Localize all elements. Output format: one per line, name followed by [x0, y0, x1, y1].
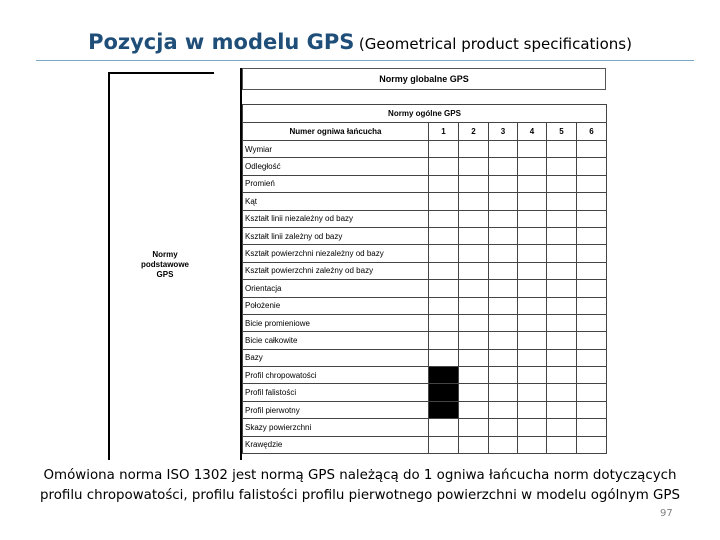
row-label: Kształt powierzchni niezależny od bazy — [243, 245, 429, 262]
matrix-cell — [459, 314, 489, 331]
matrix-cell — [429, 262, 459, 279]
matrix-cell — [577, 401, 607, 418]
page-number: 97 — [660, 508, 673, 519]
matrix-cell — [547, 141, 577, 158]
matrix-cell — [459, 436, 489, 453]
table-row — [243, 175, 607, 192]
table-row — [243, 314, 607, 331]
matrix-cell — [547, 262, 577, 279]
row-label: Bicie całkowite — [243, 332, 429, 349]
matrix-cell — [459, 141, 489, 158]
general-gps-header: Normy ogólne GPS — [243, 105, 607, 123]
title-main: Pozycja w modelu GPS — [88, 30, 355, 54]
left-frame-line — [108, 72, 110, 460]
matrix-cell — [518, 401, 547, 418]
column-header: 4 — [518, 123, 547, 141]
row-label: Krawędzie — [243, 436, 429, 453]
matrix-cell — [459, 349, 489, 366]
row-label: Profil falistości — [243, 384, 429, 401]
matrix-cell — [518, 280, 547, 297]
matrix-cell — [429, 193, 459, 210]
table-row — [243, 280, 607, 297]
matrix-cell — [518, 193, 547, 210]
row-label: Odległość — [243, 158, 429, 175]
matrix-cell — [547, 314, 577, 331]
row-label: Orientacja — [243, 280, 429, 297]
matrix-cell — [518, 245, 547, 262]
column-header: 5 — [547, 123, 577, 141]
matrix-cell — [547, 175, 577, 192]
basic-label-line: podstawowe — [140, 260, 189, 269]
matrix-cell — [518, 141, 547, 158]
matrix-cell — [577, 193, 607, 210]
gps-matrix-table — [242, 104, 607, 454]
matrix-cell — [518, 349, 547, 366]
row-label: Położenie — [243, 297, 429, 314]
row-label: Profil pierwotny — [243, 401, 429, 418]
caption-line-1: Omówiona norma ISO 1302 jest normą GPS należącą do 1 ogniwa łańcucha norm dotyczących — [43, 468, 677, 483]
matrix-cell — [518, 297, 547, 314]
matrix-cell — [489, 419, 518, 436]
row-label: Promień — [243, 175, 429, 192]
matrix-cell — [459, 227, 489, 244]
matrix-cell — [459, 280, 489, 297]
table-row — [243, 262, 607, 279]
table-row — [243, 367, 607, 384]
matrix-cell — [547, 384, 577, 401]
matrix-cell — [429, 245, 459, 262]
matrix-cell — [577, 175, 607, 192]
table-row — [243, 193, 607, 210]
table-row — [243, 227, 607, 244]
row-label: Bicie promieniowe — [243, 314, 429, 331]
row-label: Kształt linii zależny od bazy — [243, 227, 429, 244]
matrix-cell — [429, 367, 459, 384]
matrix-cell — [577, 436, 607, 453]
row-label: Profil chropowatości — [243, 367, 429, 384]
matrix-cell — [429, 227, 459, 244]
matrix-cell — [518, 384, 547, 401]
matrix-cell — [459, 158, 489, 175]
matrix-cell — [577, 367, 607, 384]
matrix-cell — [489, 297, 518, 314]
matrix-cell — [547, 419, 577, 436]
matrix-cell — [518, 175, 547, 192]
matrix-cell — [518, 210, 547, 227]
matrix-cell — [577, 245, 607, 262]
matrix-cell — [518, 158, 547, 175]
matrix-cell — [489, 401, 518, 418]
matrix-cell — [489, 175, 518, 192]
matrix-cell — [489, 210, 518, 227]
matrix-cell — [547, 245, 577, 262]
matrix-cell — [459, 262, 489, 279]
matrix-cell — [577, 227, 607, 244]
matrix-cell — [489, 280, 518, 297]
matrix-cell — [547, 227, 577, 244]
matrix-cell — [547, 367, 577, 384]
row-label: Kształt powierzchni zależny od bazy — [243, 262, 429, 279]
basic-gps-label — [118, 250, 212, 280]
matrix-cell — [489, 332, 518, 349]
matrix-cell — [489, 436, 518, 453]
row-label: Kąt — [243, 193, 429, 210]
matrix-cell — [459, 297, 489, 314]
table-row — [243, 158, 607, 175]
matrix-cell — [518, 314, 547, 331]
table-row — [243, 210, 607, 227]
table-row — [243, 297, 607, 314]
matrix-cell — [577, 158, 607, 175]
matrix-cell — [489, 227, 518, 244]
matrix-cell — [547, 349, 577, 366]
matrix-cell — [547, 401, 577, 418]
row-label: Wymiar — [243, 141, 429, 158]
column-header: 3 — [489, 123, 518, 141]
matrix-cell — [459, 384, 489, 401]
matrix-cell — [459, 332, 489, 349]
matrix-cell — [577, 297, 607, 314]
matrix-cell — [459, 193, 489, 210]
row-label: Bazy — [243, 349, 429, 366]
column-header: 2 — [459, 123, 489, 141]
table-row — [243, 419, 607, 436]
matrix-cell — [547, 436, 577, 453]
matrix-cell — [577, 280, 607, 297]
matrix-cell — [459, 401, 489, 418]
matrix-cell — [429, 141, 459, 158]
matrix-cell — [518, 419, 547, 436]
caption-line-2: profilu chropowatości, profilu falistości profilu pierwotnego powierzchni w modelu ogólnym GPS — [39, 488, 681, 503]
matrix-cell — [489, 262, 518, 279]
basic-label-line: Normy — [152, 250, 178, 259]
matrix-cell — [459, 175, 489, 192]
column-header: 6 — [577, 123, 607, 141]
table-row — [243, 401, 607, 418]
matrix-cell — [577, 314, 607, 331]
table-row — [243, 384, 607, 401]
matrix-cell — [489, 314, 518, 331]
matrix-cell — [489, 158, 518, 175]
matrix-cell — [429, 349, 459, 366]
matrix-cell — [547, 158, 577, 175]
matrix-cell — [547, 297, 577, 314]
matrix-cell — [577, 262, 607, 279]
table-row — [243, 436, 607, 453]
table-row — [243, 141, 607, 158]
matrix-cell — [518, 367, 547, 384]
matrix-cell — [577, 384, 607, 401]
matrix-cell — [429, 436, 459, 453]
matrix-cell — [429, 419, 459, 436]
matrix-cell — [577, 332, 607, 349]
matrix-cell — [518, 436, 547, 453]
matrix-cell — [429, 332, 459, 349]
matrix-cell — [577, 419, 607, 436]
matrix-cell — [547, 332, 577, 349]
global-gps-label: Normy globalne GPS — [242, 68, 606, 90]
matrix-cell — [518, 262, 547, 279]
matrix-cell — [459, 419, 489, 436]
matrix-cell — [489, 367, 518, 384]
table-row — [243, 245, 607, 262]
matrix-cell — [489, 193, 518, 210]
basic-label-line: GPS — [156, 270, 174, 279]
matrix-cell — [518, 332, 547, 349]
caption — [0, 466, 720, 506]
matrix-cell — [489, 384, 518, 401]
matrix-cell — [429, 401, 459, 418]
matrix-cell — [577, 349, 607, 366]
matrix-cell — [547, 280, 577, 297]
matrix-cell — [459, 245, 489, 262]
title-subtitle: (Geometrical product specifications) — [358, 35, 632, 53]
matrix-cell — [489, 245, 518, 262]
matrix-cell — [547, 193, 577, 210]
matrix-cell — [429, 210, 459, 227]
matrix-cell — [429, 158, 459, 175]
table-row — [243, 332, 607, 349]
matrix-cell — [577, 141, 607, 158]
matrix-cell — [459, 367, 489, 384]
table-row — [243, 349, 607, 366]
matrix-cell — [577, 210, 607, 227]
row-label: Skazy powierzchni — [243, 419, 429, 436]
matrix-cell — [459, 210, 489, 227]
matrix-cell — [429, 314, 459, 331]
matrix-cell — [429, 175, 459, 192]
matrix-cell — [429, 280, 459, 297]
matrix-cell — [429, 384, 459, 401]
matrix-cell — [518, 227, 547, 244]
matrix-body — [243, 141, 607, 454]
row-label: Kształt linii niezależny od bazy — [243, 210, 429, 227]
top-frame-line — [108, 72, 214, 74]
matrix-cell — [547, 210, 577, 227]
matrix-cell — [489, 141, 518, 158]
chain-number-header: Numer ogniwa łańcucha — [243, 123, 429, 141]
column-header: 1 — [429, 123, 459, 141]
matrix-cell — [489, 349, 518, 366]
matrix-cell — [429, 297, 459, 314]
